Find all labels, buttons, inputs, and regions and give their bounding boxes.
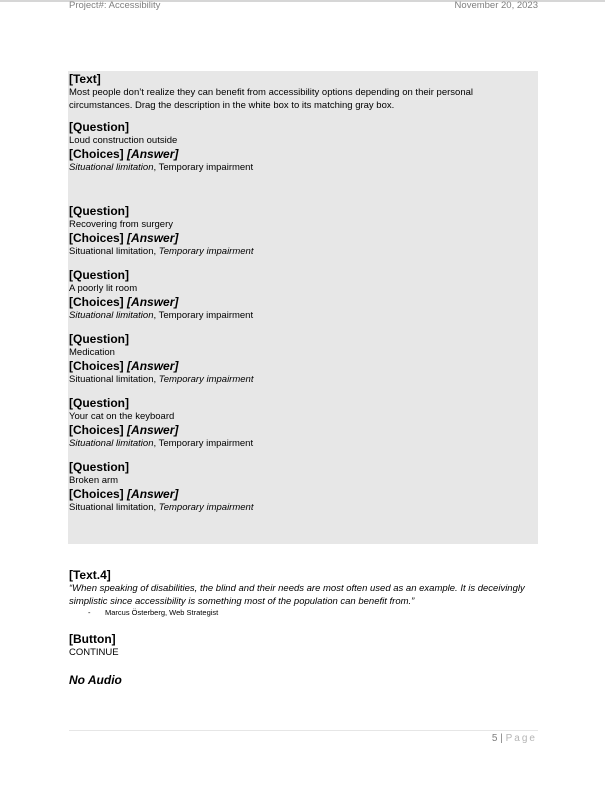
choices-line: Situational limitation, Temporary impairment <box>69 162 254 173</box>
question-prompt: A poorly lit room <box>69 283 138 294</box>
choices-line: Situational limitation, Temporary impairment <box>69 246 254 257</box>
choices-line: Situational limitation, Temporary impairment <box>69 438 254 449</box>
closing-section <box>69 568 537 687</box>
page-header <box>69 0 538 12</box>
answer-label: [Answer] <box>127 147 179 161</box>
page-footer: 5 | Page <box>491 733 537 744</box>
choices-label: [Choices] [Answer] <box>69 359 179 373</box>
question-block <box>69 120 537 174</box>
answer-label: [Answer] <box>127 295 179 309</box>
quote-text: “When speaking of disabilities, the blind and their needs are most often used as an example. It is deceivingly simplistic since accessibility is something most of the population can benefit from.” <box>69 583 525 607</box>
choices-line: Situational limitation, Temporary impairment <box>69 374 254 385</box>
question-block <box>69 204 537 258</box>
quote-author: Marcus Österberg, Web Strategist <box>105 608 219 617</box>
question-prompt: Your cat on the keyboard <box>69 411 175 422</box>
choice-situational: Situational limitation <box>69 438 154 449</box>
question-block <box>69 332 537 386</box>
footer-divider <box>69 730 538 731</box>
question-block <box>69 396 537 450</box>
choices-label: [Choices] [Answer] <box>69 147 179 161</box>
choices-label: [Choices] [Answer] <box>69 295 179 309</box>
question-label: [Question] <box>69 332 129 346</box>
choice-situational: Situational limitation <box>69 162 154 173</box>
choice-temporary: Temporary impairment <box>158 246 254 257</box>
header-project: Project#: Accessibility <box>69 0 161 11</box>
choices-label: [Choices] [Answer] <box>69 231 179 245</box>
question-label: [Question] <box>69 396 129 410</box>
question-block <box>69 268 537 322</box>
choices-line: Situational limitation, Temporary impairment <box>69 310 254 321</box>
question-prompt: Medication <box>69 347 115 358</box>
answer-label: [Answer] <box>127 359 179 373</box>
choices-label: [Choices] [Answer] <box>69 423 179 437</box>
text4-label: [Text.4] <box>69 568 111 582</box>
question-label: [Question] <box>69 204 129 218</box>
choice-temporary: Temporary impairment <box>158 162 254 173</box>
question-prompt: Recovering from surgery <box>69 219 174 230</box>
choice-temporary: Temporary impairment <box>158 374 254 385</box>
text-label: [Text] <box>69 72 101 86</box>
question-label: [Question] <box>69 120 129 134</box>
quote-attribution: - Marcus Österberg, Web Strategist <box>88 608 219 617</box>
answer-label: [Answer] <box>127 423 179 437</box>
header-date: November 20, 2023 <box>454 0 538 11</box>
choices-label: [Choices] [Answer] <box>69 487 179 501</box>
question-prompt: Broken arm <box>69 475 119 486</box>
question-block <box>69 460 537 514</box>
activity-content <box>69 72 537 514</box>
question-prompt: Loud construction outside <box>69 135 178 146</box>
answer-label: [Answer] <box>127 231 179 245</box>
choice-situational: Situational limitation <box>69 374 154 385</box>
page-word: Page <box>505 733 537 744</box>
choice-situational: Situational limitation <box>69 310 154 321</box>
choice-situational: Situational limitation <box>69 502 154 513</box>
button-label: [Button] <box>69 632 116 646</box>
choice-temporary: Temporary impairment <box>158 502 254 513</box>
choice-temporary: Temporary impairment <box>158 310 254 321</box>
page-number: 5 <box>491 733 498 744</box>
choice-situational: Situational limitation <box>69 246 154 257</box>
question-label: [Question] <box>69 268 129 282</box>
question-label: [Question] <box>69 460 129 474</box>
answer-label: [Answer] <box>127 487 179 501</box>
choice-temporary: Temporary impairment <box>158 438 254 449</box>
continue-button-text: CONTINUE <box>69 647 119 658</box>
text-body: Most people don’t realize they can benefit from accessibility options depending on their personal circumstances. Drag the description in the white box to its matching gray box. <box>69 87 473 111</box>
choices-line: Situational limitation, Temporary impairment <box>69 502 254 513</box>
audio-note: No Audio <box>69 673 122 687</box>
